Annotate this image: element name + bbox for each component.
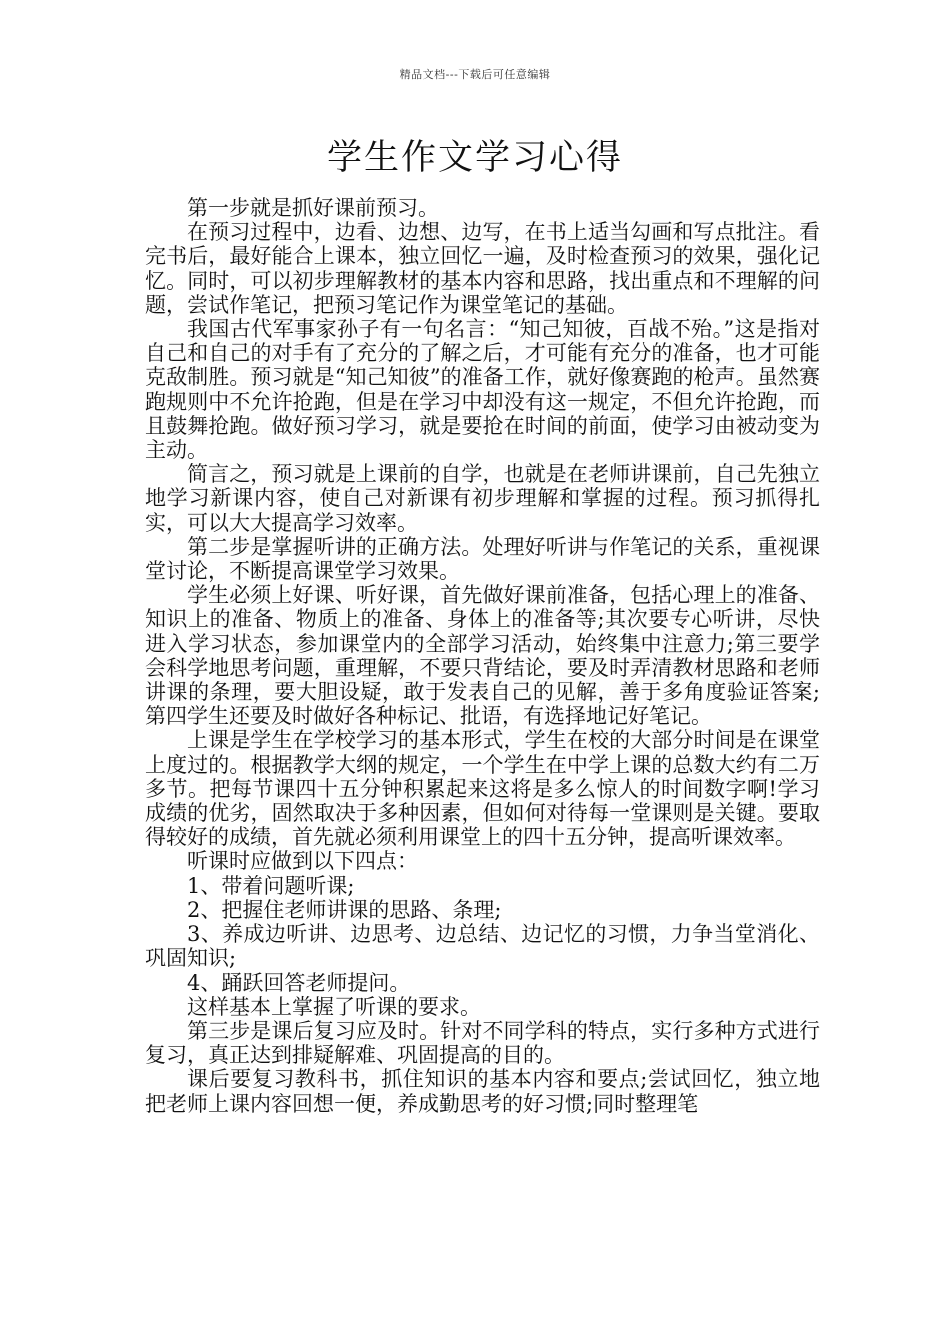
- paragraph: 简言之，预习就是上课前的自学，也就是在老师讲课前，自己先独立地学习新课内容，使自己对新课有初步理解和掌握的过程。预习抓得扎实，可以大大提高学习效率。: [145, 462, 820, 535]
- paragraph: 第一步就是抓好课前预习。: [187, 196, 439, 220]
- paragraph: 第三步是课后复习应及时。针对不同学科的特点，实行多种方式进行复习，真正达到排疑解难、巩固提高的目的。: [145, 1018, 820, 1068]
- paragraph: 在预习过程中，边看、边想、边写，在书上适当勾画和写点批注。看完书后，最好能合上课本，独立回忆一遍，及时检查预习的效果，强化记忆。同时，可以初步理解教材的基本内容和思路，找出重点和不理解的问题，尝试作笔记，把预习笔记作为课堂笔记的基础。: [145, 220, 820, 317]
- paragraph: 这样基本上掌握了听课的要求。: [187, 994, 481, 1019]
- document-title: 学生作文学习心得: [326, 138, 623, 178]
- paragraph: 我国古代军事家孙子有一句名言：“知己知彼，百战不殆。”这是指对自己和自己的对手有了充分的了解之后，才可能有充分的准备，也才可能克敌制胜。预习就是“知己知彼”的准备工作，就好像赛跑的枪声。虽然赛跑规则中不允许抢跑，但是在学习中却没有这一规定，不但允许抢跑，而且鼓舞抢跑。做好预习学习，就是要抢在时间的前面，使学习由被动变为主动。: [145, 317, 820, 463]
- list-item: 4、踊跃回答老师提问。: [187, 970, 411, 995]
- paragraph: 学生必须上好课、听好课，首先做好课前准备，包括心理上的准备、知识上的准备、物质上的准备、身体上的准备等;其次要专心听讲，尽快进入学习状态，参加课堂内的全部学习活动，始终集中注意力;第三要学会科学地思考问题，重理解，不要只背结论，要及时弄清教材思路和老师讲课的条理，要大胆设疑，敢于发表自己的见解，善于多角度验证答案;第四学生还要及时做好各种标记、批语，有选择地记好笔记。: [145, 583, 820, 729]
- paragraph: 课后要复习教科书，抓住知识的基本内容和要点;尝试回忆，独立地把老师上课内容回想一便，养成勤思考的好习惯;同时整理笔: [145, 1067, 820, 1116]
- list-item: 1、带着问题听课;: [187, 873, 355, 898]
- paragraph: 上课是学生在学校学习的基本形式，学生在校的大部分时间是在课堂上度过的。根据教学大纲的规定，一个学生在中学上课的总数大约有二万多节。把每节课四十五分钟积累起来这将是多么惊人的时间数字啊!学习成绩的优劣，固然取决于多种因素，但如何对待每一堂课则是关键。要取得较好的成绩，首先就必须利用课堂上的四十五分钟，提高听课效率。: [145, 728, 820, 850]
- paragraph: 第二步是掌握听讲的正确方法。处理好听讲与作笔记的关系，重视课堂讨论，不断提高课堂学习效果。: [145, 534, 820, 584]
- document-body: [145, 196, 820, 1116]
- list-item: 3、养成边听讲、边思考、边总结、边记忆的习惯，力争当堂消化、巩固知识;: [145, 922, 820, 971]
- paragraph: 听课时应做到以下四点：: [187, 849, 418, 874]
- header-note: 精品文档---下载后可任意编辑: [399, 68, 551, 81]
- list-item: 2、把握住老师讲课的思路、条理;: [187, 897, 502, 922]
